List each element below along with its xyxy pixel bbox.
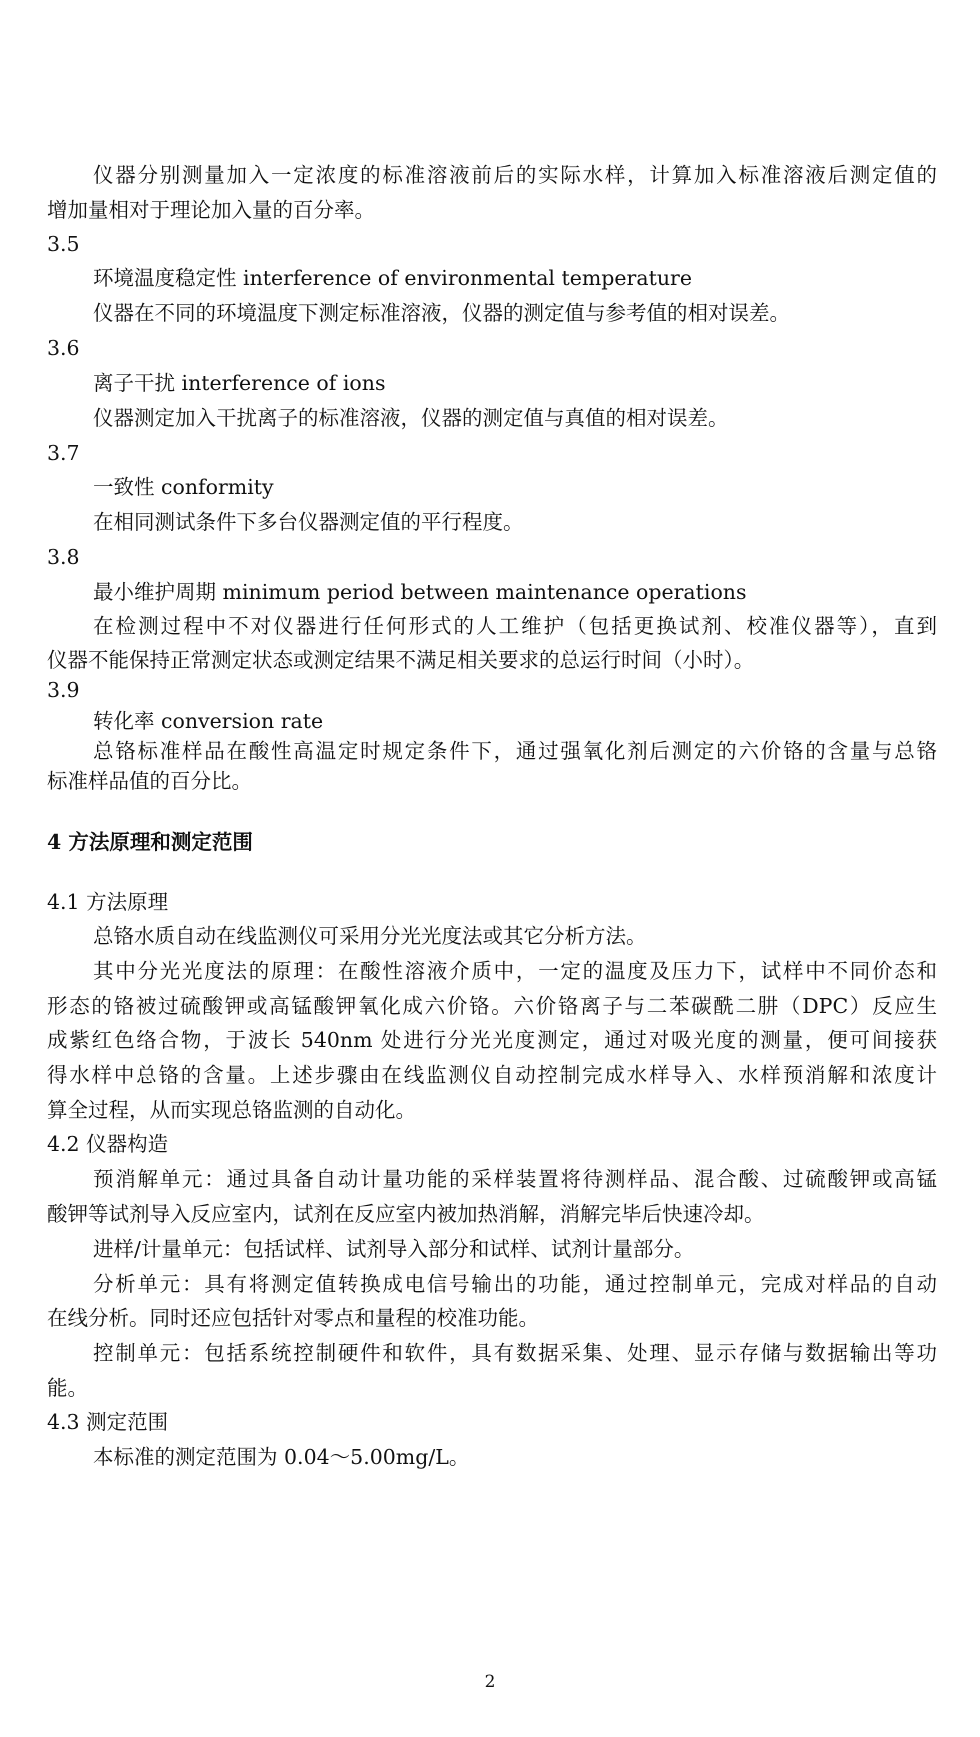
text-line: 进样/计量单元：包括试样、试剂导入部分和试样、试剂计量部分。 — [93, 1237, 695, 1261]
clause-number: 3.8 — [47, 545, 80, 569]
term-heading: 离子干扰 interference of ions — [93, 371, 386, 395]
clause-number: 3.9 — [47, 678, 80, 702]
text-line: 标准样品值的百分比。 — [47, 769, 252, 793]
clause-number: 3.6 — [47, 336, 80, 360]
text-line: 总铬标准样品在酸性高温定时规定条件下，通过强氧化剂后测定的六价铬的含量与总铬 — [93, 739, 937, 763]
text-line: 增加量相对于理论加入量的百分率。 — [47, 198, 375, 222]
clause-number: 3.7 — [47, 441, 80, 465]
text-line: 控制单元：包括系统控制硬件和软件，具有数据采集、处理、显示存储与数据输出等功 — [93, 1341, 937, 1365]
text-line: 总铬水质自动在线监测仪可采用分光光度法或其它分析方法。 — [93, 924, 647, 948]
term-heading: 最小维护周期 minimum period between maintenance operations — [93, 580, 747, 604]
text-line: 在相同测试条件下多台仪器测定值的平行程度。 — [93, 510, 524, 534]
term-heading: 环境温度稳定性 interference of environmental temperature — [93, 266, 692, 290]
text-line: 分析单元：具有将测定值转换成电信号输出的功能，通过控制单元，完成对样品的自动 — [93, 1272, 937, 1296]
subsection-heading: 4.2 仪器构造 — [47, 1132, 169, 1156]
text-line: 预消解单元：通过具备自动计量功能的采样装置将待测样品、混合酸、过硫酸钾或高锰 — [93, 1167, 937, 1191]
text-line: 仪器不能保持正常测定状态或测定结果不满足相关要求的总运行时间（小时）。 — [47, 648, 755, 672]
text-line: 形态的铬被过硫酸钾或高锰酸钾氧化成六价铬。六价铬离子与二苯碳酰二肼（DPC）反应生 — [47, 994, 937, 1018]
text-line: 算全过程，从而实现总铬监测的自动化。 — [47, 1098, 416, 1122]
term-heading: 一致性 conformity — [93, 475, 274, 499]
text-line: 仪器在不同的环境温度下测定标准溶液，仪器的测定值与参考值的相对误差。 — [93, 301, 790, 325]
term-heading: 转化率 conversion rate — [93, 709, 324, 733]
text-line: 仪器分别测量加入一定浓度的标准溶液前后的实际水样，计算加入标准溶液后测定值的 — [93, 163, 937, 187]
text-line: 酸钾等试剂导入反应室内，试剂在反应室内被加热消解，消解完毕后快速冷却。 — [47, 1202, 765, 1226]
text-line: 其中分光光度法的原理：在酸性溶液介质中，一定的温度及压力下，试样中不同价态和 — [93, 959, 937, 983]
subsection-heading: 4.1 方法原理 — [47, 890, 169, 914]
text-line: 得水样中总铬的含量。上述步骤由在线监测仪自动控制完成水样导入、水样预消解和浓度计 — [47, 1063, 937, 1087]
text-line: 本标准的测定范围为 0.04～5.00mg/L。 — [93, 1445, 470, 1469]
text-line: 在检测过程中不对仪器进行任何形式的人工维护（包括更换试剂、校准仪器等），直到 — [93, 614, 937, 638]
text-line: 成紫红色络合物，于波长 540nm 处进行分光光度测定，通过对吸光度的测量，便可间接获 — [47, 1028, 937, 1052]
text-line: 能。 — [47, 1376, 88, 1400]
page-number: 2 — [484, 1672, 496, 1692]
clause-number: 3.5 — [47, 232, 80, 256]
text-line: 在线分析。同时还应包括针对零点和量程的校准功能。 — [47, 1306, 539, 1330]
text-line: 仪器测定加入干扰离子的标准溶液，仪器的测定值与真值的相对误差。 — [93, 406, 729, 430]
subsection-heading: 4.3 测定范围 — [47, 1410, 169, 1434]
section-heading: 4 方法原理和测定范围 — [47, 830, 253, 854]
